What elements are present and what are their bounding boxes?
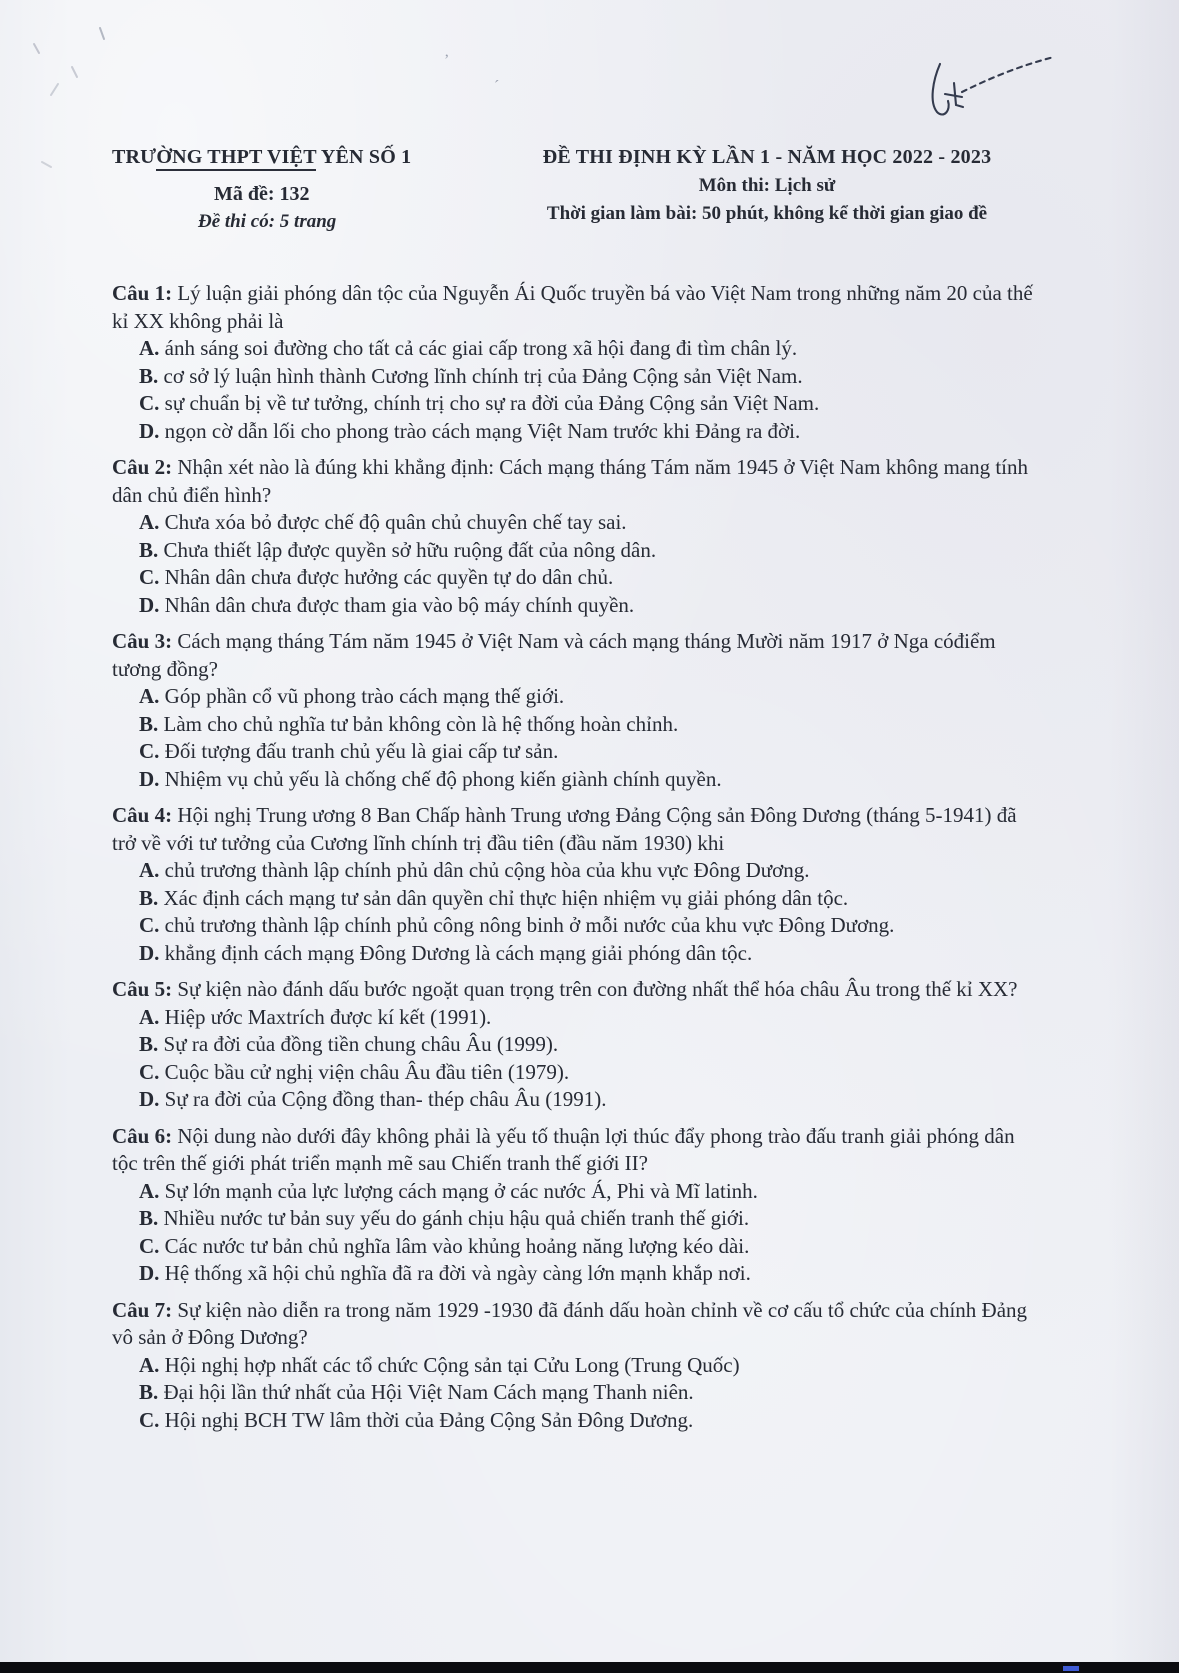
answer-option (112, 390, 1036, 418)
question-number: Câu 7: (112, 1297, 173, 1322)
option-letter: B. (139, 711, 159, 736)
option-text: Đại hội lần thứ nhất của Hội Việt Nam Cách mạng Thanh niên. (163, 1380, 694, 1404)
question-text: Nội dung nào dưới đây không phải là yếu tố thuận lợi thúc đẩy phong trào đấu tranh giải phóng dân tộc trên thế giới phát triển mạnh mẽ sau Chiến tranh thế giới II? (112, 1123, 1015, 1175)
option-text: Nhiệm vụ chủ yếu là chống chế độ phong kiến giành chính quyền. (164, 766, 722, 791)
answer-option (112, 1233, 1036, 1261)
answer-option (112, 1086, 1036, 1114)
answer-option (112, 1352, 1036, 1380)
option-text: Hệ thống xã hội chủ nghĩa đã ra đời và ngày càng lớn mạnh khắp nơi. (164, 1261, 751, 1285)
option-text: Xác định cách mạng tư sản dân quyền chỉ thực hiện nhiệm vụ giải phóng dân tộc. (163, 885, 849, 910)
option-text: khẳng định cách mạng Đông Dương là cách mạng giải phóng dân tộc. (164, 940, 753, 965)
question-number: Câu 2: (112, 455, 173, 479)
question-block (112, 628, 1036, 793)
option-text: Sự lớn mạnh của lực lượng cách mạng ở các nước Á, Phi và Mĩ latinh. (164, 1178, 758, 1203)
pen-checkmark (918, 52, 1068, 142)
option-text: ngọn cờ dẫn lối cho phong trào cách mạng Việt Nam trước khi Đảng ra đời. (164, 418, 801, 443)
option-text: Chưa xóa bỏ được chế độ quân chủ chuyên chế tay sai. (164, 510, 627, 534)
answer-option (112, 912, 1036, 940)
header-left-column (112, 146, 464, 233)
option-text: Nhân dân chưa được tham gia vào bộ máy chính quyền. (164, 592, 635, 617)
answer-option (112, 363, 1036, 391)
answer-option (112, 1059, 1036, 1087)
answer-option (112, 766, 1036, 794)
answer-option (112, 1178, 1036, 1206)
option-text: Làm cho chủ nghĩa tư bản không còn là hệ thống hoàn chỉnh. (163, 711, 679, 736)
question-block (112, 1123, 1036, 1288)
option-letter: B. (139, 1206, 159, 1230)
question-block (112, 802, 1036, 967)
exam-title: ĐỀ THI ĐỊNH KỲ LẦN 1 - NĂM HỌC 2022 - 2023 (542, 146, 992, 168)
option-text: Cuộc bầu cử nghị viện châu Âu đầu tiên (1979). (164, 1059, 570, 1084)
option-letter: B. (139, 363, 159, 388)
school-name (112, 146, 464, 169)
option-letter: A. (139, 336, 160, 360)
question-number: Câu 1: (112, 281, 173, 305)
option-letter: D. (139, 766, 160, 791)
option-letter: A. (139, 858, 160, 882)
question-stem (112, 454, 1036, 509)
answer-option (112, 885, 1036, 913)
answer-option (112, 1379, 1036, 1407)
option-text: Chưa thiết lập được quyền sở hữu ruộng đất của nông dân. (163, 537, 657, 562)
option-text: Góp phần cổ vũ phong trào cách mạng thế giới. (164, 684, 565, 708)
question-block (112, 280, 1036, 445)
option-letter: C. (139, 913, 160, 937)
option-text: cơ sở lý luận hình thành Cương lĩnh chính trị của Đảng Cộng sản Việt Nam. (163, 363, 803, 388)
option-letter: D. (139, 1261, 160, 1285)
option-letter: C. (139, 391, 160, 415)
scan-speck: ’ (444, 52, 450, 69)
scan-edge-artifact (1063, 1666, 1079, 1671)
answer-option (112, 592, 1036, 620)
scan-edge-bar (0, 1662, 1179, 1673)
answer-option (112, 940, 1036, 968)
answer-option (112, 683, 1036, 711)
option-letter: A. (139, 1178, 160, 1203)
option-letter: C. (139, 565, 160, 589)
option-letter: D. (139, 592, 160, 617)
option-text: Sự ra đời của đồng tiền chung châu Âu (1999). (163, 1032, 559, 1056)
answer-option (112, 1031, 1036, 1059)
question-number: Câu 4: (112, 803, 173, 827)
option-letter: D. (139, 418, 160, 443)
option-text: Hiệp ước Maxtrích được kí kết (1991). (164, 1004, 492, 1029)
answer-option (112, 1205, 1036, 1233)
question-stem (112, 1297, 1036, 1352)
option-text: Hội nghị BCH TW lâm thời của Đảng Cộng Sản Đông Dương. (164, 1407, 694, 1432)
question-block (112, 976, 1036, 1114)
option-text: ánh sáng soi đường cho tất cả các giai cấp trong xã hội đang đi tìm chân lý. (164, 336, 798, 360)
exam-duration: Thời gian làm bài: 50 phút, không kể thời gian giao đề (546, 203, 988, 224)
exam-code: Mã đề: 132 (214, 183, 310, 205)
option-letter: A. (139, 1004, 160, 1029)
question-stem (112, 280, 1036, 335)
answer-option (112, 564, 1036, 592)
question-text: Lý luận giải phóng dân tộc của Nguyễn Ái Quốc truyền bá vào Việt Nam trong những năm 20 của thế kỉ XX không phải là (112, 281, 1033, 333)
option-letter: B. (139, 885, 159, 910)
option-letter: A. (139, 1352, 160, 1377)
answer-option (112, 738, 1036, 766)
school-name-pre: TRƯ (112, 146, 157, 168)
question-block (112, 1297, 1036, 1435)
exam-header (112, 146, 1070, 233)
question-number: Câu 6: (112, 1123, 173, 1148)
option-letter: D. (139, 940, 160, 965)
question-text: Hội nghị Trung ương 8 Ban Chấp hành Trung ương Đảng Cộng sản Đông Dương (tháng 5-1941) đã trở về với tư tưởng của Cương lĩnh chính trị đầu tiên (đầu năm 1930) khi (112, 803, 1017, 855)
option-letter: B. (139, 1032, 159, 1056)
answer-option (112, 335, 1036, 363)
option-letter: C. (139, 739, 160, 763)
option-letter: C. (139, 1407, 160, 1432)
option-text: Nhiều nước tư bản suy yếu do gánh chịu hậu quả chiến tranh thế giới. (163, 1206, 750, 1230)
option-letter: B. (139, 1380, 159, 1404)
question-text: Cách mạng tháng Tám năm 1945 ở Việt Nam và cách mạng tháng Mười năm 1917 ở Nga cóđiểm tương đồng? (112, 629, 996, 681)
option-letter: B. (139, 537, 159, 562)
option-letter: A. (139, 510, 160, 534)
pages-note: Đề thi có: 5 trang (198, 211, 337, 232)
exam-subject: Môn thi: Lịch sử (698, 175, 836, 196)
option-text: Các nước tư bản chủ nghĩa lâm vào khủng hoảng năng lượng kéo dài. (164, 1233, 750, 1258)
option-text: chủ trương thành lập chính phủ công nông binh ở mỗi nước của khu vực Đông Dương. (164, 913, 895, 937)
scan-speck: ´ (494, 78, 500, 95)
question-stem (112, 628, 1036, 683)
question-stem (112, 1123, 1036, 1178)
school-name-underlined: ỜNG THPT VIỆT (156, 146, 316, 171)
answer-option (112, 1407, 1036, 1435)
option-text: sự chuẩn bị về tư tưởng, chính trị cho sự ra đời của Đảng Cộng sản Việt Nam. (164, 391, 820, 415)
option-text: Hội nghị hợp nhất các tổ chức Cộng sản tại Cửu Long (Trung Quốc) (164, 1352, 740, 1377)
question-text: Sự kiện nào đánh dấu bước ngoặt quan trọng trên con đường nhất thể hóa châu Âu trong thế kỉ XX? (177, 977, 1018, 1001)
question-block (112, 454, 1036, 619)
option-letter: C. (139, 1059, 160, 1084)
questions-list (112, 280, 1036, 1443)
answer-option (112, 711, 1036, 739)
option-text: Sự ra đời của Cộng đồng than- thép châu Âu (1991). (164, 1087, 607, 1111)
school-name-post: YÊN SỐ 1 (316, 146, 412, 168)
question-text: Nhận xét nào là đúng khi khẳng định: Cách mạng tháng Tám năm 1945 ở Việt Nam không mang tính dân chủ điển hình? (112, 455, 1029, 507)
option-text: Nhân dân chưa được hưởng các quyền tự do dân chủ. (164, 565, 614, 589)
option-text: Đối tượng đấu tranh chủ yếu là giai cấp tư sản. (164, 739, 559, 763)
option-letter: A. (139, 684, 160, 708)
answer-option (112, 509, 1036, 537)
question-stem (112, 976, 1036, 1004)
question-number: Câu 3: (112, 629, 173, 653)
answer-option (112, 1260, 1036, 1288)
option-letter: C. (139, 1233, 160, 1258)
question-stem (112, 802, 1036, 857)
answer-option (112, 857, 1036, 885)
answer-option (112, 418, 1036, 446)
question-text: Sự kiện nào diễn ra trong năm 1929 -1930 đã đánh dấu hoàn chỉnh về cơ cấu tổ chức của chính Đảng vô sản ở Đông Dương? (112, 1297, 1028, 1349)
header-right-column (464, 146, 1070, 225)
option-letter: D. (139, 1087, 160, 1111)
answer-option (112, 1004, 1036, 1032)
question-number: Câu 5: (112, 977, 173, 1001)
answer-option (112, 537, 1036, 565)
option-text: chủ trương thành lập chính phủ dân chủ cộng hòa của khu vực Đông Dương. (164, 858, 810, 882)
